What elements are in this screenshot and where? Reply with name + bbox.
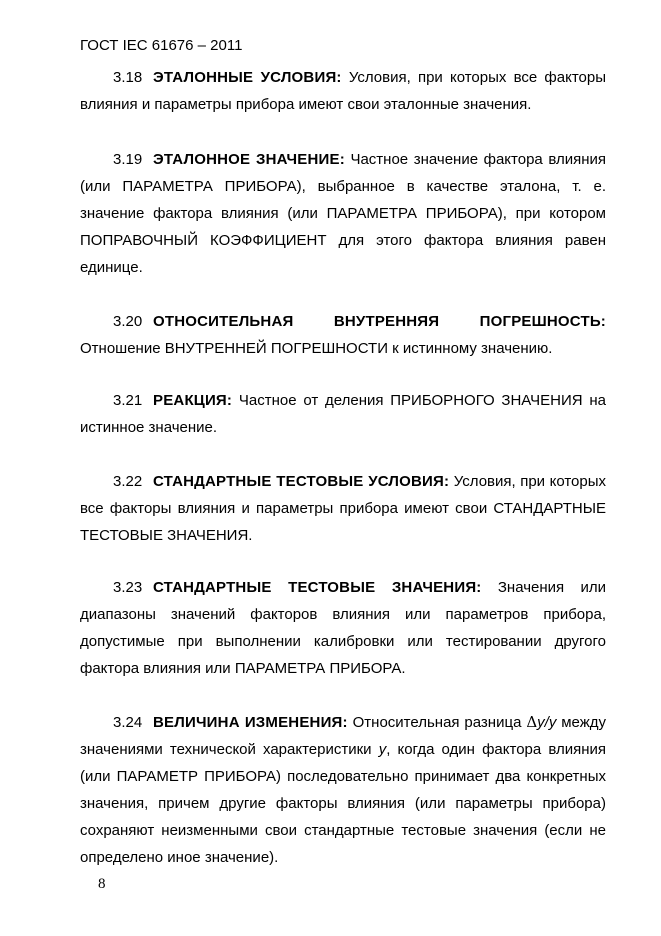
clause-text-before: Относительная разница <box>352 714 522 731</box>
clause-number: 3.24 <box>113 714 143 731</box>
clause-3-18 <box>80 64 606 118</box>
clause-text: Частное от деления ПРИБОРНОГО ЗНАЧЕНИЯ на истинное значение. <box>80 392 606 436</box>
document-header: ГОСТ IEC 61676 – 2011 <box>80 37 243 54</box>
clause-term: СТАНДАРТНЫЕ ТЕСТОВЫЕ ЗНАЧЕНИЯ: <box>153 579 482 596</box>
delta-symbol: Δ <box>526 713 538 731</box>
clause-3-22 <box>80 468 606 549</box>
formula-expression: y/y <box>537 714 557 731</box>
clause-3-21 <box>80 387 606 441</box>
clause-3-23 <box>80 574 606 682</box>
clause-number: 3.20 <box>113 313 143 330</box>
clause-text: Отношение ВНУТРЕННЕЙ ПОГРЕШНОСТИ к истинному значению. <box>80 340 553 357</box>
clause-3-19 <box>80 146 606 281</box>
clause-number: 3.18 <box>113 69 143 86</box>
clause-term: ВЕЛИЧИНА ИЗМЕНЕНИЯ: <box>153 714 348 731</box>
clause-number: 3.23 <box>113 579 143 596</box>
clause-text: Значения или диапазоны значений факторов влияния или параметров прибора, допустимые при выполнении калибровки или тестировании другого фактора влияния или ПАРАМЕТРА ПРИБОРА. <box>80 579 606 677</box>
clause-3-20 <box>80 308 606 362</box>
clause-number: 3.19 <box>113 151 143 168</box>
clause-text-after: , когда один фактора влияния (или ПАРАМЕТР ПРИБОРА) последовательно принимает два конкретных значения, причем другие факторы влияния (или параметры прибора) сохраняют неизменными свои стандартные тестовые значения (если не определено иное значение). <box>80 741 606 866</box>
clause-3-24 <box>80 709 606 871</box>
clause-text: Условия, при которых все факторы влияния и параметры прибора имеют свои СТАНДАРТНЫЕ ТЕСТОВЫЕ ЗНАЧЕНИЯ. <box>80 473 606 544</box>
clause-text: Частное значение фактора влияния (или ПАРАМЕТРА ПРИБОРА), выбранное в качестве эталона, т. е. значение фактора влияния (или ПАРАМЕТРА ПРИБОРА), при котором ПОПРАВОЧНЫЙ КОЭФФИЦИЕНТ для этого фактора влияния равен единице. <box>80 151 607 276</box>
formula <box>526 714 556 731</box>
page-number: 8 <box>98 876 106 892</box>
clause-term: СТАНДАРТНЫЕ ТЕСТОВЫЕ УСЛОВИЯ: <box>153 473 450 490</box>
clause-text: Условия, при которых все факторы влияния и параметры прибора имеют свои эталонные значения. <box>80 69 607 113</box>
clause-term: РЕАКЦИЯ: <box>153 392 233 409</box>
clause-term: ОТНОСИТЕЛЬНАЯ ВНУТРЕННЯЯ ПОГРЕШНОСТЬ: <box>153 313 606 330</box>
clause-term: ЭТАЛОННЫЕ УСЛОВИЯ: <box>153 69 342 86</box>
clause-term: ЭТАЛОННОЕ ЗНАЧЕНИЕ: <box>153 151 345 168</box>
clause-text-mid: между значениями технической характеристики <box>80 714 606 758</box>
variable-y: y <box>378 741 387 758</box>
clause-number: 3.21 <box>113 392 143 409</box>
clause-number: 3.22 <box>113 473 143 490</box>
